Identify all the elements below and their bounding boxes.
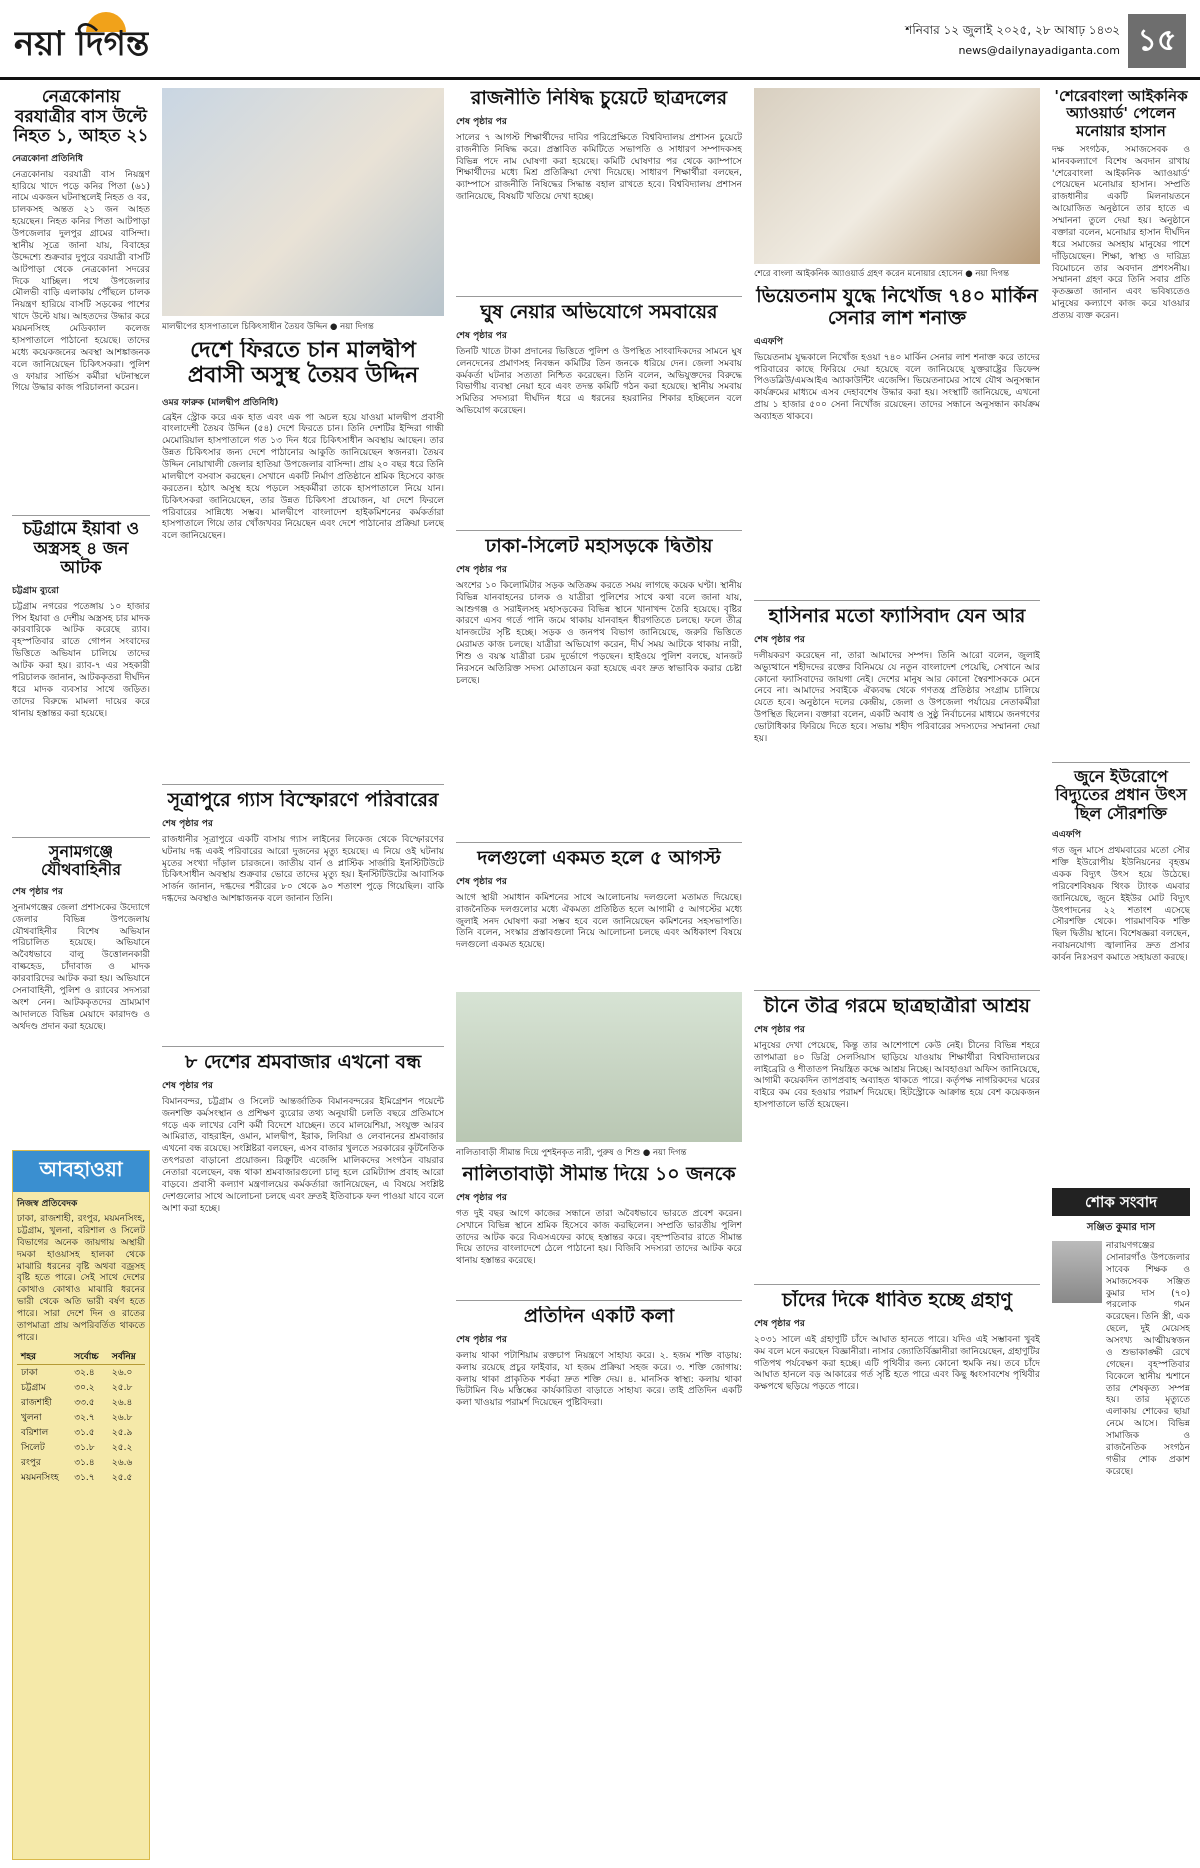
- hospital-photo[interactable]: [162, 88, 444, 316]
- headline[interactable]: 'শেরেবাংলা আইকনিক অ্যাওয়ার্ড' পেলেন মনোয়ার হাসান: [1054, 88, 1188, 140]
- byline: শেষ পৃষ্ঠার পর: [754, 634, 805, 645]
- article-body: সুনামগঞ্জের জেলা প্রশাসকের উদ্যোগে জেলার বিভিন্ন উপজেলায় যৌথবাহিনীর বিশেষ অভিযান পরিচালিত হয়েছে। অভিযানে অবৈধভাবে বালু উত্তোলনকারী বাল্কহেড, চাঁদাবাজ ও মাদক কারবারিদের আটক করা হয়। অভিযানে সেনাবাহিনী, পুলিশ ও র‍্যাবের সদস্যরা অংশ নেন। আটককৃতদের ভ্রাম্যমাণ আদালতে বিভিন্ন মেয়াদে কারাদণ্ড ও অর্থদণ্ড প্রদান করা হয়েছে।: [12, 902, 150, 1032]
- table-row: [17, 1410, 145, 1425]
- byline: শেষ পৃষ্ঠার পর: [456, 564, 507, 575]
- table-row: [17, 1470, 145, 1485]
- byline: শেষ পৃষ্ঠার পর: [12, 886, 63, 897]
- headline[interactable]: সূত্রাপুরে গ্যাস বিস্ফোরণে পরিবারের: [167, 790, 439, 811]
- article-body: গত দুই বছর আগে কাজের সন্ধানে তারা অবৈধভাবে ভারতে প্রবেশ করেন। সেখানে বিভিন্ন স্থানে শ্রমিক হিসেবে কাজ করছিলেন। সম্প্রতি ভারতীয় পুলিশ তাদের আটক করে বিএসএফের কাছে হস্তান্তর করে। বৃহস্পতিবার রাতে সীমান্ত দিয়ে তাদের বাংলাদেশে ঠেলে পাঠানো হয়। বিজিবি সদস্যরা তাদের আটক করে থানায় হস্তান্তর করেছে।: [456, 1208, 742, 1267]
- story-nalitabari: [456, 1164, 742, 1294]
- article-body: সালের ৭ আগস্ট শিক্ষার্থীদের দাবির পরিপ্রেক্ষিতে বিশ্ববিদ্যালয় প্রশাসন চুয়েটে রাজনীতি নিষিদ্ধ করে। প্রস্তাবিত কমিটিতে সভাপতি ও সাধারণ সম্পাদকসহ বিভিন্ন পদে নাম ঘোষণা করা হয়েছে। কমিটি ঘোষণার পর থেকে ক্যাম্পাসে শিক্ষার্থীদের মধ্যে মিশ্র প্রতিক্রিয়া দেখা দিয়েছে। সাধারণ শিক্ষার্থীরা বলছেন, ক্যাম্পাসে রাজনীতি নিষিদ্ধের সিদ্ধান্ত বহাল রাখতে হবে। বিশ্ববিদ্যালয় প্রশাসন জানিয়েছে, বিষয়টি খতিয়ে দেখা হচ্ছে।: [456, 132, 742, 203]
- max-temp: ৩১.৭: [74, 1472, 95, 1483]
- photo-caption: মালদ্বীপের হাসপাতালে চিকিৎসাধীন তৈয়ব উদ্দিন ● নয়া দিগন্ত: [162, 322, 374, 332]
- max-temp: ৩২.৭: [74, 1412, 95, 1423]
- pushin-photo[interactable]: [456, 992, 742, 1142]
- article-body: তিনটি খাতে টাকা প্রদানের ভিত্তিতে পুলিশ ও উপস্থিত সাংবাদিকদের সামনে ঘুষ লেনদেনের প্রমাণসহ নিবন্ধন কমিটির তিন জনকে ধরিয়ে দেন। জেলা সমবায় কর্মকর্তা ঘটনার সত্যতা নিশ্চিত করেছেন। তিনি বলেন, অভিযুক্তদের বিরুদ্ধে বিভাগীয় ব্যবস্থা নেয়া হবে এবং তদন্ত কমিটি গঠন করা হয়েছে। স্থানীয় সমবায় সমিতির সদস্যরা দীর্ঘদিন ধরে এ ধরনের হয়রানির শিকার হচ্ছিলেন বলে অভিযোগ করেছেন।: [456, 346, 742, 417]
- headline[interactable]: প্রতিদিন একটি কলা: [523, 1306, 675, 1327]
- story-parties-agree: [456, 848, 742, 983]
- table-row: [17, 1380, 145, 1395]
- byline: শেষ পৃষ্ঠার পর: [162, 1080, 213, 1091]
- divider: [162, 784, 444, 785]
- byline: এএফপি: [1052, 830, 1081, 841]
- column-header: সর্বনিম্ন: [111, 1351, 136, 1362]
- article-body: ব্রেইন স্ট্রোক করে এক হাত এবং এক পা অচল হয়ে যাওয়া মালদ্বীপ প্রবাসী বাংলাদেশী তৈয়ব উদ্দিন (৫৪) দেশে ফিরতে চান। তিনি দেশটির ইন্দিরা গান্ধী মেমোরিয়াল হাসপাতালে গত ১৩ দিন ধরে চিকিৎসাধীন অবস্থায় আছেন। তার উন্নত চিকিৎসার জন্য দেশে পাঠানোর আকুতি জানিয়েছেন স্বজনরা। তৈয়ব উদ্দিন নোয়াখালী জেলার হাতিয়া উপজেলার বাসিন্দা। প্রায় ২০ বছর ধরে তিনি মালদ্বীপে বসবাস করছেন। সেখানে একটি নির্মাণ প্রতিষ্ঠানে শ্রমিক হিসেবে কাজ করতেন। হঠাৎ অসুস্থ হয়ে পড়লে সহকর্মীরা তাকে হাসপাতালে নিয়ে যান। চিকিৎসকরা জানিয়েছেন, তার উন্নত চিকিৎসা প্রয়োজন, যা দেশে ফিরলে পরিবারের সান্নিধ্যে সম্ভব। মালদ্বীপে বাংলাদেশ হাইকমিশনের কর্মকর্তারা হাসপাতালে গিয়ে তার খোঁজখবর নিয়েছেন এবং দেশে পাঠানোর প্রক্রিয়া চলছে বলে জানিয়েছেন।: [162, 412, 444, 542]
- city: রংপুর: [21, 1457, 41, 1468]
- article-body: ভিয়েতনাম যুদ্ধকালে নিখোঁজ হওয়া ৭৪০ মার্কিন সেনার লাশ শনাক্ত করে তাদের পরিবারের কাছে ফিরিয়ে দেয়া হয়েছে বলে জানিয়েছে যুক্তরাষ্ট্রের ডিফেন্স পিওডব্লিউ/এমআইএ অ্যাকাউন্টিং এজেন্সি। ভিয়েতনামের সাথে যৌথ অনুসন্ধান কার্যক্রমের মাধ্যমে এসব দেহাবশেষ উদ্ধার করা হয়। সংস্থাটি জানিয়েছে, এখনো প্রায় ১ হাজার ৫০০ সেনা নিখোঁজ রয়েছেন। তাদের সন্ধানে অনুসন্ধান কার্যক্রম অব্যাহত থাকবে।: [754, 352, 1040, 423]
- story-vietnam-war: [754, 286, 1040, 594]
- min-temp: ২৬.৪: [111, 1397, 133, 1408]
- max-temp: ৩১.৮: [74, 1442, 95, 1453]
- headline[interactable]: চীনে তীব্র গরমে ছাত্রছাত্রীরা আশ্রয়: [764, 996, 1030, 1017]
- city: ময়মনসিংহ: [21, 1472, 59, 1483]
- table-row: [17, 1395, 145, 1410]
- table-row: [17, 1425, 145, 1440]
- divider: [456, 530, 742, 531]
- weather-forecast: ঢাকা, রাজশাহী, রংপুর, ময়মনসিংহ, চট্টগ্রাম, খুলনা, বরিশাল ও সিলেট বিভাগের অনেক জায়গায় অস্থায়ী দমকা হাওয়াসহ হালকা থেকে মাঝারি ধরনের বৃষ্টি অথবা বজ্রসহ বৃষ্টি হতে পারে। সেই সাথে দেশের কোথাও কোথাও মাঝারি ধরনের ভারী থেকে অতি ভারী বর্ষণ হতে পারে। সারা দেশে দিন ও রাতের তাপমাত্রা প্রায় অপরিবর্তিত থাকতে পারে।: [17, 1214, 145, 1343]
- headline[interactable]: ঢাকা-সিলেট মহাসড়কে দ্বিতীয়: [485, 536, 713, 557]
- article-body: আগে স্থায়ী সমাধান কমিশনের সাথে আলোচনায় দলগুলো মতামত দিয়েছে। রাজনৈতিক দলগুলোর মধ্যে ঐকমত্য প্রতিষ্ঠিত হলে আগামী ৫ আগস্টের মধ্যে জুলাই সনদ ঘোষণা করা সম্ভব হবে বলে জানিয়েছেন কমিশনের সহসভাপতি। তিনি বলেন, সংস্কার প্রস্তাবগুলো নিয়ে আলোচনা চলছে এবং অধিকাংশ বিষয়ে দলগুলো একমত হয়েছে।: [456, 892, 742, 951]
- award-photo[interactable]: [754, 88, 1040, 264]
- table-row: [17, 1440, 145, 1455]
- temperature-table: [17, 1349, 145, 1485]
- story-cuet-politics: [456, 88, 742, 288]
- divider: [12, 837, 150, 838]
- photo-caption: শেরে বাংলা আইকনিক অ্যাওয়ার্ড গ্রহণ করেন মনোয়ার হোসেন ● নয়া দিগন্ত: [754, 269, 1009, 279]
- city: সিলেট: [21, 1442, 45, 1453]
- divider: [456, 296, 742, 297]
- max-temp: ৩০.২: [74, 1382, 95, 1393]
- article-body: অংশের ১০ কিলোমিটার সড়ক অতিক্রম করতে সময় লাগছে কয়েক ঘণ্টা। স্থানীয় বিভিন্ন যানবাহনের চালক ও যাত্রীরা পুলিশের সাথে কথা বলে জানা যায়, আশুগঞ্জ ও সরাইলসহ মহাসড়কের বিভিন্ন স্থানে খানাখন্দ তৈরি হয়েছে। বৃষ্টির কারণে এসব গর্তে পানি জমে থাকায় যানবাহন ধীরগতিতে চলছে। ফলে তীব্র যানজটের সৃষ্টি হচ্ছে। সড়ক ও জনপথ বিভাগ জানিয়েছে, জরুরি ভিত্তিতে মেরামত কাজ চলছে। যাত্রীরা অভিযোগ করেন, দীর্ঘ সময় আটকে থাকায় নারী, শিশু ও বয়স্ক যাত্রীরা চরম দুর্ভোগে পড়ছেন। হাইওয়ে পুলিশ বলছে, যানজট নিরসনে অতিরিক্ত সদস্য মোতায়েন করা হয়েছে এবং দ্রুত স্বাভাবিক করার চেষ্টা চলছে।: [456, 580, 742, 686]
- byline: শেষ পৃষ্ঠার পর: [456, 1334, 507, 1345]
- headline[interactable]: রাজনীতি নিষিদ্ধ চুয়েটে ছাত্রদলের: [470, 88, 728, 109]
- min-temp: ২৬.৬: [111, 1457, 133, 1468]
- byline: শেষ পৃষ্ঠার পর: [456, 116, 507, 127]
- story-bus-accident: [12, 88, 150, 508]
- masthead: [0, 0, 1200, 80]
- byline: শেষ পৃষ্ঠার পর: [754, 1024, 805, 1035]
- divider: [456, 1300, 742, 1301]
- headline[interactable]: দলগুলো একমত হলে ৫ আগস্ট: [477, 848, 721, 869]
- byline: শেষ পৃষ্ঠার পর: [456, 330, 507, 341]
- min-temp: ২৫.৮: [111, 1382, 133, 1393]
- story-gas-explosion: [162, 790, 444, 1040]
- article-body: নেত্রকোনায় বরযাত্রী বাস নিয়ন্ত্রণ হারিয়ে খাদে পড়ে কনির পিতা (৬১) নামে একজন ঘটনাস্থলেই নিহত ও বর, চালকসহ অন্তত ২১ জন আহত হয়েছেন। নিহত কনির পিতা আটপাড়া উপজেলার দুলপুর গ্রামের বাসিন্দা। স্থানীয় সূত্রে জানা যায়, বিবাহের উদ্দেশ্যে শুক্রবার দুপুরে বরযাত্রী বাসটি আটপাড়া থেকে নেত্রকোনা সদরের দিকে যাচ্ছিল। পথে উপজেলার মৌলভী বাড়ি এলাকায় পৌঁছলে চালক নিয়ন্ত্রণ হারিয়ে বাসটি সড়কের পাশের খাদে উল্টে যায়। আহতদের উদ্ধার করে ময়মনসিংহ মেডিক্যাল কলেজ হাসপাতালে পাঠানো হয়েছে। তাদের মধ্যে কয়েকজনের অবস্থা আশঙ্কাজনক বলে জানিয়েছেন চিকিৎসকরা। পুলিশ ও ফায়ার সার্ভিস কর্মীরা ঘটনাস্থলে গিয়ে উদ্ধার কাজ পরিচালনা করেন।: [12, 169, 150, 394]
- min-temp: ২৬.০: [111, 1367, 133, 1378]
- article-body: চট্টগ্রাম নগরের পতেঙ্গায় ১০ হাজার পিস ইয়াবা ও দেশীয় অস্ত্রসহ চার মাদক কারবারিকে আটক করেছে র‍্যাব। বৃহস্পতিবার রাতে গোপন সংবাদের ভিত্তিতে অভিযান চালিয়ে তাদের আটক করা হয়। র‍্যাব-৭ এর সহকারী পরিচালক জানান, আটককৃতরা দীর্ঘদিন ধরে মাদক ব্যবসার সাথে জড়িত। তাদের বিরুদ্ধে মামলা দায়ের করে থানায় হস্তান্তর করা হয়েছে।: [12, 601, 150, 719]
- max-temp: ৩৩.৫: [74, 1397, 95, 1408]
- story-solar-europe: [1052, 768, 1190, 1180]
- obituary: [1052, 1188, 1190, 1858]
- max-temp: ৩১.৪: [74, 1457, 95, 1468]
- byline: চট্টগ্রাম ব্যুরো: [12, 585, 59, 596]
- site-email[interactable]: news@dailynayadiganta.com: [958, 44, 1120, 57]
- newspaper-logo[interactable]: নয়া দিগন্ত: [14, 24, 150, 64]
- min-temp: ২৫.২: [111, 1442, 133, 1453]
- byline: শেষ পৃষ্ঠার পর: [162, 818, 213, 829]
- headline[interactable]: চট্টগ্রামে ইয়াবা ও অস্ত্রসহ ৪ জন আটক: [22, 520, 140, 579]
- story-china-heat: [754, 996, 1040, 1278]
- article-body: কলায় থাকা পটাশিয়াম রক্তচাপ নিয়ন্ত্রণে সাহায্য করে। ২. হজম শক্তি বাড়ায়: কলায় রয়েছে প্রচুর ফাইবার, যা হজম প্রক্রিয়া সহজ করে। ৩. শক্তি জোগায়: কলায় থাকা প্রাকৃতিক শর্করা দ্রুত শক্তি দেয়। ৪. মানসিক স্বাস্থ্য: কলায় থাকা ভিটামিন বি৬ মস্তিষ্কের কার্যকারিতা বাড়াতে সাহায্য করে। তাই প্রতিদিন একটি কলা খাওয়ার পরামর্শ দিয়েছেন পুষ্টিবিদরা।: [456, 1350, 742, 1409]
- city: চট্টগ্রাম: [21, 1382, 46, 1393]
- min-temp: ২৫.৯: [111, 1427, 133, 1438]
- byline: নেত্রকোনা প্রতিনিধি: [12, 153, 83, 164]
- min-temp: ২৬.৮: [111, 1412, 133, 1423]
- divider: [754, 990, 1040, 991]
- column-header: শহর: [21, 1351, 37, 1362]
- column-header: সর্বোচ্চ: [74, 1351, 99, 1362]
- divider: [754, 600, 1040, 601]
- story-asteroid: [754, 1290, 1040, 1858]
- avatar: [1052, 1241, 1102, 1303]
- photo-caption: নালিতাবাড়ী সীমান্ত দিয়ে পুশইনকৃত নারী, পুরুষ ও শিশু ● নয়া দিগন্ত: [456, 1148, 687, 1158]
- story-banana: [456, 1306, 742, 1858]
- story-labour-market: [162, 1052, 444, 1858]
- headline[interactable]: নেত্রকোনায় বরযাত্রীর বাস উল্টে নিহত ১, আহত ২১: [13, 88, 149, 147]
- byline: শেষ পৃষ্ঠার পর: [456, 1192, 507, 1203]
- divider: [162, 1046, 444, 1047]
- headline[interactable]: জুনে ইউরোপে বিদ্যুতের প্রধান উৎস ছিল সৌরশক্তি: [1055, 768, 1187, 823]
- article-body: নারায়ণগঞ্জের সোনারগাঁও উপজেলার সাবেক শিক্ষক ও সমাজসেবক সঞ্জিত কুমার দাস (৭০) পরলোক গমন করেছেন। তিনি স্ত্রী, এক ছেলে, দুই মেয়েসহ অসংখ্য আত্মীয়স্বজন ও শুভাকাঙ্ক্ষী রেখে গেছেন। বৃহস্পতিবার বিকেলে স্থানীয় শ্মশানে তার শেষকৃত্য সম্পন্ন হয়। তার মৃত্যুতে এলাকায় শোকের ছায়া নেমে আসে। বিভিন্ন সামাজিক ও রাজনৈতিক সংগঠন গভীর শোক প্রকাশ করেছে।: [1106, 1241, 1190, 1477]
- story-sherebangla-award: [1052, 88, 1190, 756]
- byline: শেষ পৃষ্ঠার পর: [754, 1318, 805, 1329]
- story-highway: [456, 536, 742, 836]
- story-yaba-arrest: [12, 520, 150, 830]
- dateline: শনিবার ১২ জুলাই ২০২৫, ২৮ আষাঢ় ১৪৩২: [905, 23, 1120, 37]
- article-body: গত জুন মাসে প্রথমবারের মতো সৌর শক্তি ইউরোপীয় ইউনিয়নের বৃহত্তম একক বিদ্যুৎ উৎস হয়ে উঠেছে। পরিবেশবিষয়ক থিংক ট্যাংক এমবার জানিয়েছে, জুনে ইইউর মোট বিদ্যুৎ উৎপাদনের ২২ শতাংশ এসেছে সৌরশক্তি থেকে। পারমাণবিক শক্তি ছিল দ্বিতীয় স্থানে। বিশেষজ্ঞরা বলছেন, নবায়নযোগ্য জ্বালানির দ্রুত প্রসার কার্বন নিঃসরণ কমাতে সহায়তা করছে।: [1052, 846, 1190, 964]
- story-fascism: [754, 606, 1040, 984]
- headline[interactable]: ভিয়েতনাম যুদ্ধে নিখোঁজ ৭৪০ মার্কিন সেনার লাশ শনাক্ত: [756, 286, 1038, 329]
- max-temp: ৩২.৪: [74, 1367, 95, 1378]
- headline[interactable]: ৮ দেশের শ্রমবাজার এখনো বন্ধ: [184, 1052, 422, 1073]
- divider: [754, 1284, 1040, 1285]
- city: বরিশাল: [21, 1427, 49, 1438]
- divider: [456, 842, 742, 843]
- byline: শেষ পৃষ্ঠার পর: [456, 876, 507, 887]
- article-body: ২০৩১ সালে এই গ্রহাণুটি চাঁদে আঘাত হানতে পারে। যদিও এই সম্ভাবনা খুবই কম বলে মনে করছেন বিজ্ঞানীরা। নাসার জ্যোতির্বিজ্ঞানীরা জানিয়েছেন, গ্রহাণুটির গতিপথ পর্যবেক্ষণ করা হচ্ছে। এটি পৃথিবীর জন্য কোনো হুমকি নয়। তবে চাঁদে আঘাত হানলে বড় আকারের গর্ত সৃষ্টি হতে পারে এবং কিছু ধ্বংসাবশেষ পৃথিবীর কক্ষপথে ছড়িয়ে পড়তে পারে।: [754, 1334, 1040, 1393]
- story-maldives-expat: [162, 338, 444, 778]
- headline[interactable]: চাঁদের দিকে ধাবিত হচ্ছে গ্রহাণু: [782, 1290, 1012, 1311]
- article-body: দক্ষ সংগঠক, সমাজসেবক ও মানবকল্যাণে বিশেষ অবদান রাখায় 'শেরেবাংলা আইকনিক অ্যাওয়ার্ড' পেয়েছেন মনোয়ার হাসান। সম্প্রতি রাজধানীর একটি মিলনায়তনে আয়োজিত অনুষ্ঠানে তার হাতে এ সম্মাননা তুলে দেয়া হয়। অনুষ্ঠানে বক্তারা বলেন, মনোয়ার হাসান দীর্ঘদিন ধরে সমাজের অসহায় মানুষের পাশে দাঁড়িয়েছেন। শিক্ষা, স্বাস্থ্য ও দারিদ্র্য বিমোচনে তার অবদান প্রশংসনীয়। সম্মাননা গ্রহণ করে তিনি সবার প্রতি কৃতজ্ঞতা জানান এবং ভবিষ্যতেও মানুষের কল্যাণে কাজ করে যাওয়ার প্রত্যয় ব্যক্ত করেন।: [1052, 144, 1190, 321]
- weather-box: [12, 1150, 150, 1860]
- byline: নিজস্ব প্রতিবেদক: [17, 1199, 78, 1209]
- story-bribery: [456, 302, 742, 524]
- article-body: দলীয়করণ করেছেন না, তারা আমাদের সম্পদ। তিনি আরো বলেন, জুলাই অভ্যুত্থানে শহীদদের রক্তের বিনিময়ে যে নতুন বাংলাদেশ পেয়েছি, সেখানে আর কোনো ফ্যাসিবাদের জায়গা নেই। দেশের মানুষ আর কোনো স্বৈরশাসককে মেনে নেবে না। আমাদের সবাইকে ঐক্যবদ্ধ থেকে গণতন্ত্র প্রতিষ্ঠার সংগ্রাম চালিয়ে যেতে হবে। অনুষ্ঠানে দলের কেন্দ্রীয়, জেলা ও উপজেলা পর্যায়ের নেতাকর্মীরা উপস্থিত ছিলেন। বক্তারা বলেন, একটি অবাধ ও সুষ্ঠু নির্বাচনের মাধ্যমে জনগণের ভোটাধিকার ফিরিয়ে দিতে হবে। সভায় শহীদ পরিবারের সদস্যদের সম্মাননা দেয়া হয়।: [754, 650, 1040, 744]
- city: খুলনা: [21, 1412, 42, 1423]
- city: ঢাকা: [21, 1367, 38, 1378]
- article-body: মানুষের দেখা পেয়েছে, কিন্তু তার আশেপাশে কেউ নেই। চীনের বিভিন্ন শহরে তাপমাত্রা ৪০ ডিগ্রি সেলসিয়াস ছাড়িয়ে যাওয়ায় শিক্ষার্থীরা বিশ্ববিদ্যালয়ের লাইব্রেরি ও শীতাতপ নিয়ন্ত্রিত কক্ষে আশ্রয় নিচ্ছে। আবহাওয়া অফিস জানিয়েছে, আগামী কয়েকদিন তাপপ্রবাহ অব্যাহত থাকতে পারে। কর্তৃপক্ষ নাগরিকদের ঘরের বাইরে কম বের হওয়ার পরামর্শ দিয়েছে। হিটস্ট্রোকে আক্রান্ত হয়ে বেশ কয়েকজন হাসপাতালে ভর্তি হয়েছেন।: [754, 1040, 1040, 1111]
- byline: এএফপি: [754, 336, 783, 347]
- min-temp: ২৫.৫: [111, 1472, 133, 1483]
- obituary-name: সঞ্জিত কুমার দাস: [1086, 1222, 1156, 1233]
- headline[interactable]: ঘুষ নেয়ার অভিযোগে সমবায়ের: [480, 302, 718, 323]
- weather-title: আবহাওয়া: [13, 1151, 149, 1192]
- table-row: [17, 1455, 145, 1470]
- max-temp: ৩১.৫: [74, 1427, 95, 1438]
- headline[interactable]: হাসিনার মতো ফ্যাসিবাদ যেন আর: [768, 606, 1026, 627]
- divider: [1052, 762, 1190, 763]
- page-number: ১৫: [1128, 14, 1186, 68]
- article-body: রাজধানীর সূত্রাপুরে একটি বাসায় গ্যাস লাইনের লিকেজ থেকে বিস্ফোরণের ঘটনায় দগ্ধ একই পরিবারের আরো দুজনের মৃত্যু হয়েছে। এ নিয়ে ওই ঘটনায় মৃতের সংখ্যা দাঁড়াল চারজনে। জাতীয় বার্ন ও প্লাস্টিক সার্জারি ইনস্টিটিউটে চিকিৎসাধীন অবস্থায় শুক্রবার ভোরে তাদের মৃত্যু হয়। ইনস্টিটিউটের আবাসিক সার্জন জানান, দগ্ধদের শরীরের ৮০ থেকে ৯০ শতাংশ পুড়ে গিয়েছিল। বাকি দগ্ধদের অবস্থাও আশঙ্কাজনক বলে জানান তিনি।: [162, 834, 444, 905]
- byline: ওমর ফারুক (মালদ্বীপ প্রতিনিধি): [162, 397, 279, 408]
- headline[interactable]: দেশে ফিরতে চান মালদ্বীপ প্রবাসী অসুস্থ তৈয়ব উদ্দিন: [187, 338, 419, 389]
- divider: [12, 515, 150, 516]
- headline[interactable]: সুনামগঞ্জে যৌথবাহিনীর: [40, 843, 122, 880]
- headline[interactable]: নালিতাবাড়ী সীমান্ত দিয়ে ১০ জনকে: [462, 1164, 736, 1185]
- article-body: বিমানবন্দর, চট্টগ্রাম ও সিলেট আন্তর্জাতিক বিমানবন্দরের ইমিগ্রেশন পয়েন্টে জনশক্তি কর্মসংস্থান ও প্রশিক্ষণ ব্যুরোর তথ্য অনুযায়ী চলতি বছরে প্রতিমাসে গড়ে এক লাখের বেশি কর্মী বিদেশে যাচ্ছেন। তবে মালয়েশিয়া, সংযুক্ত আরব আমিরাত, বাহরাইন, ওমান, মালদ্বীপ, ইরাক, লিবিয়া ও লেবাননের শ্রমবাজার এখনো বন্ধ রয়েছে। সংশ্লিষ্টরা বলছেন, এসব বাজার খুলতে সরকারের কূটনৈতিক তৎপরতা বাড়ানো প্রয়োজন। রিক্রুটিং এজেন্সি মালিকদের সংগঠন বায়রার নেতারা বলেছেন, বন্ধ থাকা শ্রমবাজারগুলো চালু হলে রেমিট্যান্স প্রবাহ আরো বাড়বে। প্রবাসী কল্যাণ মন্ত্রণালয়ের কর্মকর্তারা জানিয়েছেন, এ বিষয়ে সংশ্লিষ্ট দেশগুলোর সাথে আলোচনা চলছে এবং দ্রুতই ইতিবাচক ফল পাওয়া যাবে বলে আশা করা হচ্ছে।: [162, 1096, 444, 1214]
- obituary-header: শোক সংবাদ: [1052, 1188, 1190, 1216]
- story-sunamganj: [12, 843, 150, 1143]
- table-row: [17, 1364, 145, 1380]
- city: রাজশাহী: [21, 1397, 52, 1408]
